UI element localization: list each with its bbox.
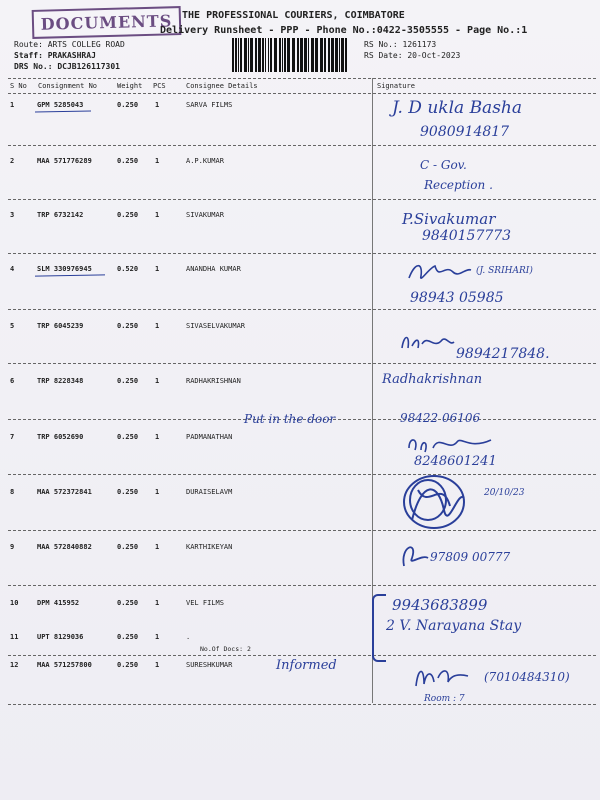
- pen-underline: [35, 274, 105, 276]
- drs-number: DRS No.: DCJB126117301: [14, 62, 120, 71]
- no-of-docs: No.Of Docs: 2: [200, 645, 251, 653]
- phone-row-10: 9943683899: [392, 596, 488, 614]
- cell-weight: 0.520: [117, 265, 139, 273]
- row-separator: [8, 309, 596, 310]
- col-sno: S No: [10, 82, 27, 90]
- cell-consignment: DPM 415952: [37, 599, 80, 607]
- cell-consignee: SIVAKUMAR: [186, 211, 224, 219]
- phone-row-1: 9080914817: [420, 124, 510, 140]
- signature-scribble-row-9: [398, 536, 432, 572]
- company-name: THE PROFESSIONAL COURIERS, COIMBATORE: [182, 10, 405, 21]
- cell-pcs: 1: [155, 211, 160, 219]
- col-consignment: Consignment No: [38, 82, 98, 90]
- cell-pcs: 1: [155, 661, 160, 669]
- cell-sno: 11: [10, 633, 19, 641]
- runsheet-title: Delivery Runsheet - PPP - Phone No.:0422-3505555 - Page No.:1: [160, 25, 528, 36]
- signature-scribble-row-4: [405, 258, 475, 288]
- route-label: Route: ARTS COLLEG ROAD: [14, 40, 125, 49]
- cell-sno: 7: [10, 433, 15, 441]
- cell-weight: 0.250: [117, 543, 139, 551]
- col-signature: Signature: [377, 82, 415, 90]
- cell-pcs: 1: [155, 101, 160, 109]
- bottom-rule: [8, 704, 596, 705]
- signature-scribble-row-12: [412, 662, 472, 692]
- barcode: [230, 38, 348, 72]
- phone-row-4: 98943 05985: [410, 290, 504, 306]
- cell-consignment: TRP 6732142: [37, 211, 84, 219]
- col-pcs: PCS: [153, 82, 166, 90]
- row-separator: [8, 363, 596, 364]
- cell-sno: 9: [10, 543, 15, 551]
- row-separator: [8, 199, 596, 200]
- phone-row-3: 9840157773: [422, 228, 512, 244]
- cell-pcs: 1: [155, 265, 160, 273]
- cell-consignee: VEL FILMS: [186, 599, 224, 607]
- signature-row-6: Radhakrishnan: [382, 372, 483, 387]
- informed-note-row-12: Informed: [276, 658, 337, 673]
- cell-consignee: ANANDHA KUMAR: [186, 265, 241, 273]
- cell-weight: 0.250: [117, 211, 139, 219]
- cell-pcs: 1: [155, 322, 160, 330]
- bracket-rows-10-11: [372, 594, 386, 662]
- row-separator: [8, 253, 596, 254]
- cell-sno: 2: [10, 157, 15, 165]
- signature-scribble-row-5: [398, 330, 458, 356]
- cell-sno: 4: [10, 265, 15, 273]
- cell-consignment: MAA 571257800: [37, 661, 92, 669]
- cell-sno: 12: [10, 661, 19, 669]
- cell-consignment: UPT 8129036: [37, 633, 84, 641]
- cell-sno: 8: [10, 488, 15, 496]
- cell-weight: 0.250: [117, 433, 139, 441]
- phone-row-7: 8248601241: [414, 454, 497, 469]
- cell-sno: 3: [10, 211, 15, 219]
- cell-consignment: TRP 6052690: [37, 433, 84, 441]
- date-row-8: 20/10/23: [484, 488, 525, 498]
- cell-consignee: SARVA FILMS: [186, 101, 233, 109]
- delivery-note-row-6: Put in the door: [244, 412, 336, 426]
- name-row-4: (J. SRIHARI): [476, 266, 533, 276]
- cell-pcs: 1: [155, 488, 160, 496]
- rs-date: RS Date: 20-Oct-2023: [364, 51, 461, 60]
- note-row-11: 2 V. Narayana Stay: [386, 618, 522, 634]
- cell-consignee: DURAISELAVM: [186, 488, 233, 496]
- column-header-rule: [8, 93, 596, 94]
- row-separator: [8, 585, 596, 586]
- cell-sno: 5: [10, 322, 15, 330]
- cell-weight: 0.250: [117, 322, 139, 330]
- room-note-row-12: Room : 7: [424, 694, 465, 704]
- row-separator: [8, 145, 596, 146]
- cell-pcs: 1: [155, 543, 160, 551]
- pen-underline: [35, 111, 91, 113]
- cell-consignment: TRP 8228348: [37, 377, 84, 385]
- cell-sno: 6: [10, 377, 15, 385]
- cell-weight: 0.250: [117, 661, 139, 669]
- cell-consignee: SIVASELVAKUMAR: [186, 322, 246, 330]
- signature-row-1: J. D ukla Basha: [392, 98, 522, 118]
- cell-weight: 0.250: [117, 157, 139, 165]
- cell-weight: 0.250: [117, 101, 139, 109]
- row-separator: [8, 530, 596, 531]
- cell-pcs: 1: [155, 599, 160, 607]
- cell-consignee: SURESHKUMAR: [186, 661, 233, 669]
- header-rule: [8, 78, 596, 79]
- signature-row-3: P.Sivakumar: [402, 210, 496, 228]
- col-consignee: Consignee Details: [186, 82, 258, 90]
- col-weight: Weight: [117, 82, 143, 90]
- cell-consignment: MAA 572372841: [37, 488, 92, 496]
- note-row-2-gov: C - Gov.: [420, 158, 467, 172]
- cell-pcs: 1: [155, 433, 160, 441]
- cell-consignment: SLM 330976945: [37, 265, 92, 273]
- cell-consignee: PADMANATHAN: [186, 433, 233, 441]
- phone-row-5: 9894217848.: [456, 346, 550, 362]
- cell-consignee: RADHAKRISHNAN: [186, 377, 241, 385]
- cell-consignee: KARTHIKEYAN: [186, 543, 233, 551]
- phone-row-6: 98422 06106: [400, 411, 481, 425]
- cell-consignee: .: [186, 633, 191, 641]
- row-separator: [8, 474, 596, 475]
- cell-pcs: 1: [155, 633, 160, 641]
- documents-stamp: DOCUMENTS: [32, 6, 182, 39]
- note-row-2-reception: Reception .: [424, 178, 493, 192]
- cell-weight: 0.250: [117, 377, 139, 385]
- cell-sno: 10: [10, 599, 19, 607]
- cell-weight: 0.250: [117, 488, 139, 496]
- cell-pcs: 1: [155, 157, 160, 165]
- cell-weight: 0.250: [117, 633, 139, 641]
- phone-row-12: (7010484310): [484, 670, 570, 684]
- cell-consignment: MAA 571776289: [37, 157, 92, 165]
- cell-consignee: A.P.KUMAR: [186, 157, 224, 165]
- row-separator: [8, 655, 596, 656]
- cell-pcs: 1: [155, 377, 160, 385]
- cell-consignment: TRP 6045239: [37, 322, 84, 330]
- cell-consignment: GPM 5285043: [37, 101, 84, 109]
- signature-scribble-row-8: [398, 470, 478, 538]
- rs-number: RS No.: 1261173: [364, 40, 437, 49]
- phone-row-9: 97809 00777: [430, 550, 511, 564]
- cell-sno: 1: [10, 101, 15, 109]
- cell-weight: 0.250: [117, 599, 139, 607]
- staff-label: Staff: PRAKASHRAJ: [14, 51, 96, 60]
- cell-consignment: MAA 572840882: [37, 543, 92, 551]
